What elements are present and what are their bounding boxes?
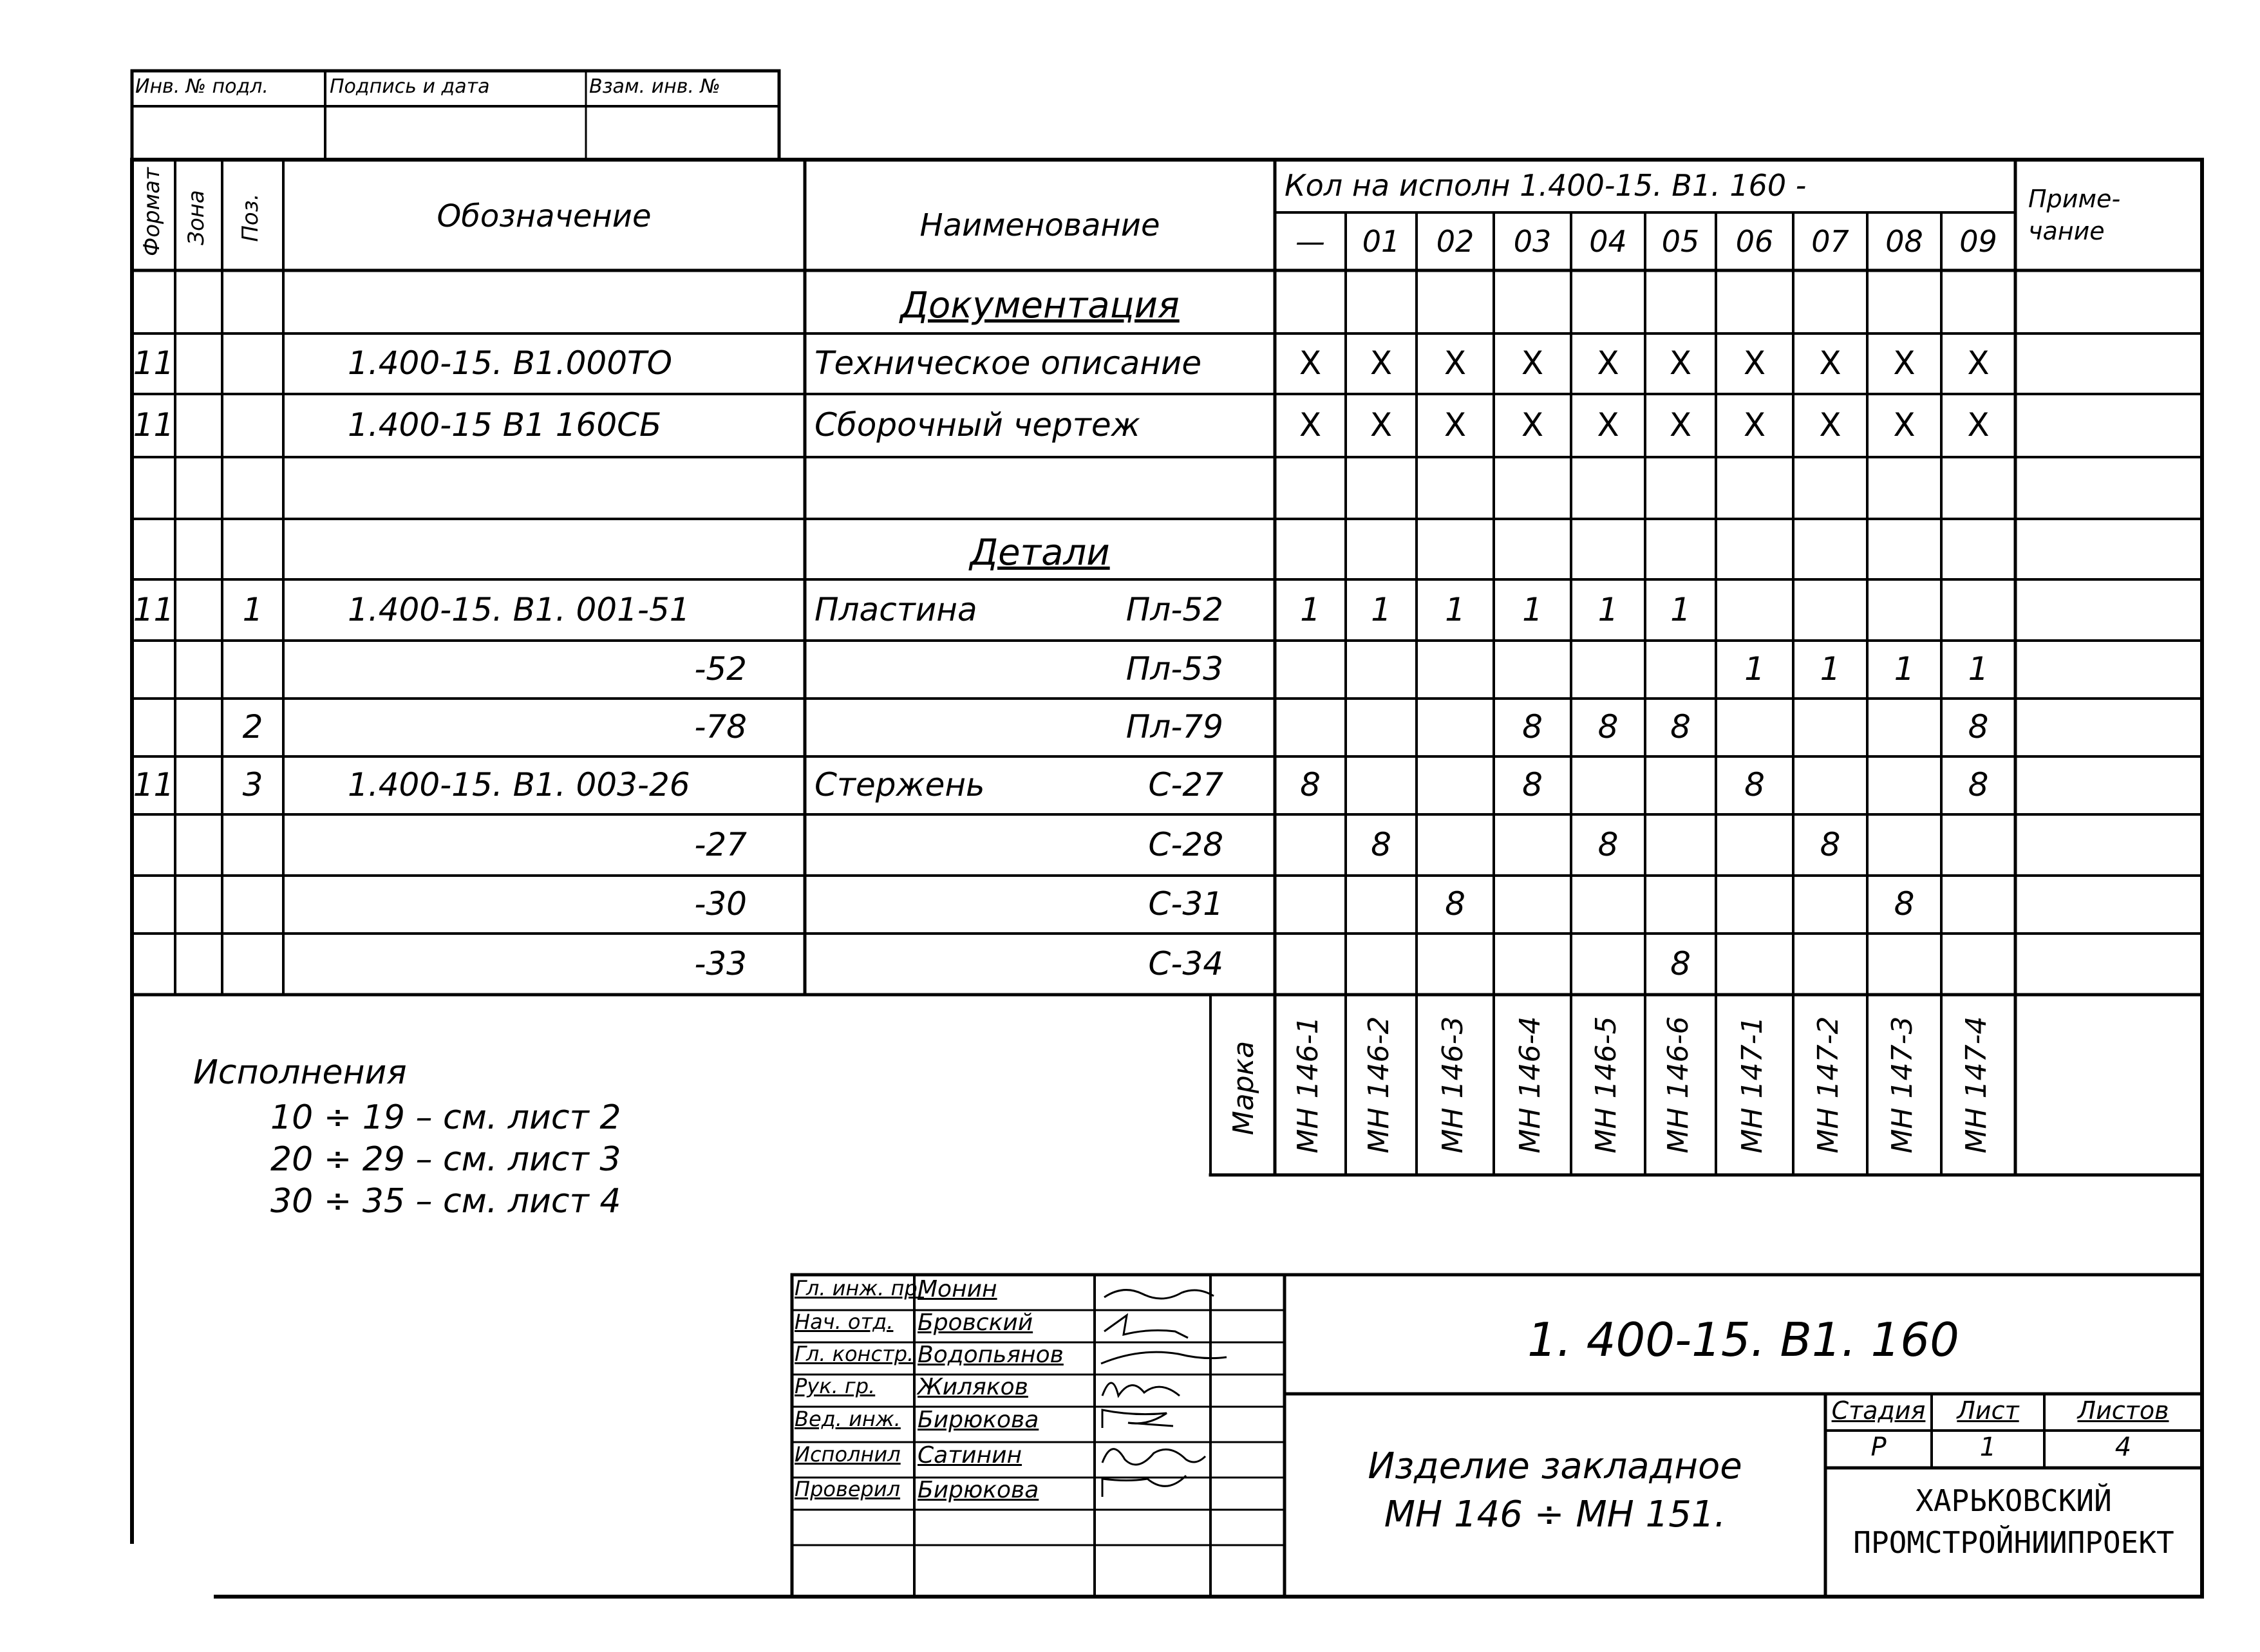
cell-name-mark: Пл-53 [1125,650,1223,688]
cell-qty: X [1893,344,1916,382]
sheet-value: 1 [1979,1432,1997,1462]
stage-label: Стадия [1831,1396,1926,1425]
mark-label: МН 147-3 [1885,1016,1919,1154]
signer-name: Бровский [918,1309,1033,1336]
header-zone: Зона [184,190,209,245]
section-heading: Документация [900,285,1180,326]
cell-qty: X [1893,406,1916,444]
cell-qty: 1 [1300,590,1321,628]
cell-qty: 8 [1371,825,1391,863]
cell-qty: X [1299,344,1322,382]
signature-6 [1102,1449,1205,1465]
mark-label: МН 146-1 [1292,1016,1324,1154]
cell-name-mark: Пл-52 [1125,590,1223,628]
cell-qty: X [1521,406,1544,444]
cell-name: Стержень [815,766,985,803]
cell-qty: X [1669,406,1692,444]
header-pos: Поз. [238,193,263,242]
cell-pos: 2 [242,708,263,746]
cell-designation: 1.400-15. В1.000ТО [348,344,672,382]
cell-name-mark: С-31 [1148,885,1223,923]
cell-qty: X [1819,406,1841,444]
cell-qty: 8 [1597,708,1619,746]
cell-name: Пластина [815,590,977,628]
cell-qty: X [1444,344,1467,382]
stamp-replace-inv: Взам. инв. № [589,75,720,98]
cell-qty: X [1521,344,1544,382]
cell-qty: X [1299,406,1322,444]
cell-qty: X [1819,344,1841,382]
cell-format: 11 [133,344,174,382]
signature-1 [1104,1290,1214,1299]
cell-format: 11 [133,590,174,628]
header-qty-title: Кол на исполн 1.400-15. В1. 160 - [1285,168,1807,203]
variant-col-header: 01 [1362,224,1400,259]
product-name-line1: Изделие закладное [1368,1445,1742,1487]
signatures [1101,1290,1227,1497]
cell-designation: -27 [694,825,747,863]
cell-format: 11 [133,406,174,444]
variant-col-header: 09 [1959,224,1997,259]
cell-qty: 8 [1968,766,1989,803]
variants-note-line: 10 ÷ 19 – см. лист 2 [270,1098,621,1137]
mark-label: МН 146-6 [1662,1016,1695,1154]
cell-name-mark: С-28 [1148,825,1223,863]
signer-role: Гл. констр. [795,1342,914,1366]
cell-qty: 8 [1744,766,1765,803]
signature-5 [1102,1410,1173,1428]
variants-note-line: 30 ÷ 35 – см. лист 4 [270,1182,621,1221]
cell-name-mark: С-27 [1148,766,1223,803]
variant-col-header: 05 [1661,224,1700,259]
cell-qty: 8 [1968,708,1989,746]
sheet-label: Лист [1957,1396,2019,1425]
signer-name: Водопьянов [918,1342,1064,1368]
cell-designation: 1.400-15. В1. 001-51 [348,590,690,628]
cell-qty: X [1967,406,1990,444]
signer-role: Рук. гр. [795,1374,876,1398]
cell-qty: X [1967,344,1990,382]
stamp-inv-no: Инв. № подл. [135,75,268,98]
signer-name: Бирюкова [918,1407,1039,1433]
sheets-label: Листов [2077,1396,2169,1425]
cell-qty: 1 [1522,590,1543,628]
cell-qty: X [1743,344,1766,382]
cell-qty: X [1370,344,1393,382]
variants-note-line: 20 ÷ 29 – см. лист 3 [270,1140,621,1179]
signature-2 [1104,1315,1188,1338]
cell-qty: X [1597,406,1619,444]
cell-designation: -78 [694,708,747,746]
cell-qty: X [1370,406,1393,444]
signer-role: Исполнил [795,1442,901,1467]
header-note-2: чание [2028,217,2105,245]
variant-col-header: 04 [1589,224,1627,259]
cell-qty: X [1743,406,1766,444]
cell-qty: 1 [1371,590,1391,628]
cell-designation: 1.400-15. В1. 003-26 [348,766,690,803]
cell-designation: -30 [694,885,747,923]
cell-qty: 8 [1597,825,1619,863]
cell-qty: 1 [1820,650,1841,688]
signer-role: Проверил [795,1477,901,1501]
document-code: 1. 400-15. В1. 160 [1527,1313,1959,1367]
cell-format: 11 [133,766,174,803]
header-designation: Обозначение [437,198,652,234]
signer-role: Нач. отд. [795,1309,894,1334]
cell-pos: 3 [242,766,263,803]
cell-designation: 1.400-15 В1 160СБ [348,406,662,444]
header-name: Наименование [919,207,1160,243]
cell-qty: 1 [1894,650,1915,688]
variant-col-header: 03 [1513,224,1552,259]
cell-qty: 8 [1522,766,1543,803]
variant-col-header: 02 [1436,224,1474,259]
mark-label: МН 146-2 [1362,1016,1395,1154]
cell-qty: 8 [1522,708,1543,746]
organization-name-line1: ХАРЬКОВСКИЙ [1916,1483,2112,1518]
cell-qty: X [1669,344,1692,382]
mark-label: МН 147-2 [1811,1016,1845,1154]
variants-note-title: Исполнения [193,1053,407,1092]
product-name-line2: МН 146 ÷ МН 151. [1384,1494,1726,1535]
signer-name: Жиляков [918,1374,1028,1400]
cell-name-mark: Пл-79 [1125,708,1223,746]
cell-name: Техническое описание [815,344,1202,382]
signature-7 [1102,1476,1186,1497]
variant-col-header: 08 [1885,224,1923,259]
cell-qty: X [1597,344,1619,382]
variant-col-header: 07 [1811,224,1849,259]
variant-col-header: — [1295,224,1325,259]
cell-qty: 1 [1445,590,1465,628]
signer-name: Бирюкова [918,1477,1039,1503]
cell-qty: 8 [1445,885,1465,923]
cell-qty: 1 [1968,650,1989,688]
header-format: Формат [139,167,165,256]
cell-qty: 8 [1300,766,1321,803]
marks-label: Марка [1227,1040,1260,1136]
cell-qty: 1 [1744,650,1765,688]
signature-4 [1102,1383,1180,1396]
organization-name-line2: ПРОМСТРОЙНИИПРОЕКТ [1853,1525,2174,1560]
signer-role: Гл. инж. пр. [795,1276,924,1300]
cell-name: Сборочный чертеж [815,406,1140,444]
header-note-1: Приме- [2028,185,2121,213]
cell-qty: 1 [1670,590,1691,628]
cell-qty: 8 [1820,825,1841,863]
cell-qty: 8 [1670,944,1691,982]
cell-designation: -52 [694,650,747,688]
mark-label: МН 146-5 [1589,1016,1623,1154]
cell-pos: 1 [242,590,263,628]
mark-label: МН 147-1 [1736,1016,1769,1154]
cell-qty: 8 [1670,708,1691,746]
mark-label: МН 147-4 [1959,1016,1993,1154]
cell-designation: -33 [694,944,747,982]
sheets-value: 4 [2114,1432,2132,1462]
stamp-signature-date: Подпись и дата [330,75,490,98]
cell-name-mark: С-34 [1148,944,1223,982]
section-heading: Детали [970,532,1110,574]
signer-name: Монин [918,1276,997,1302]
signature-3 [1101,1352,1227,1364]
cell-qty: 8 [1894,885,1915,923]
cell-qty: X [1444,406,1467,444]
mark-label: МН 146-4 [1514,1016,1547,1154]
signer-name: Сатинин [918,1442,1022,1469]
stage-value: Р [1870,1432,1887,1462]
signer-role: Вед. инж. [795,1407,901,1431]
mark-label: МН 146-3 [1436,1016,1469,1154]
variant-col-header: 06 [1735,224,1774,259]
cell-qty: 1 [1597,590,1619,628]
